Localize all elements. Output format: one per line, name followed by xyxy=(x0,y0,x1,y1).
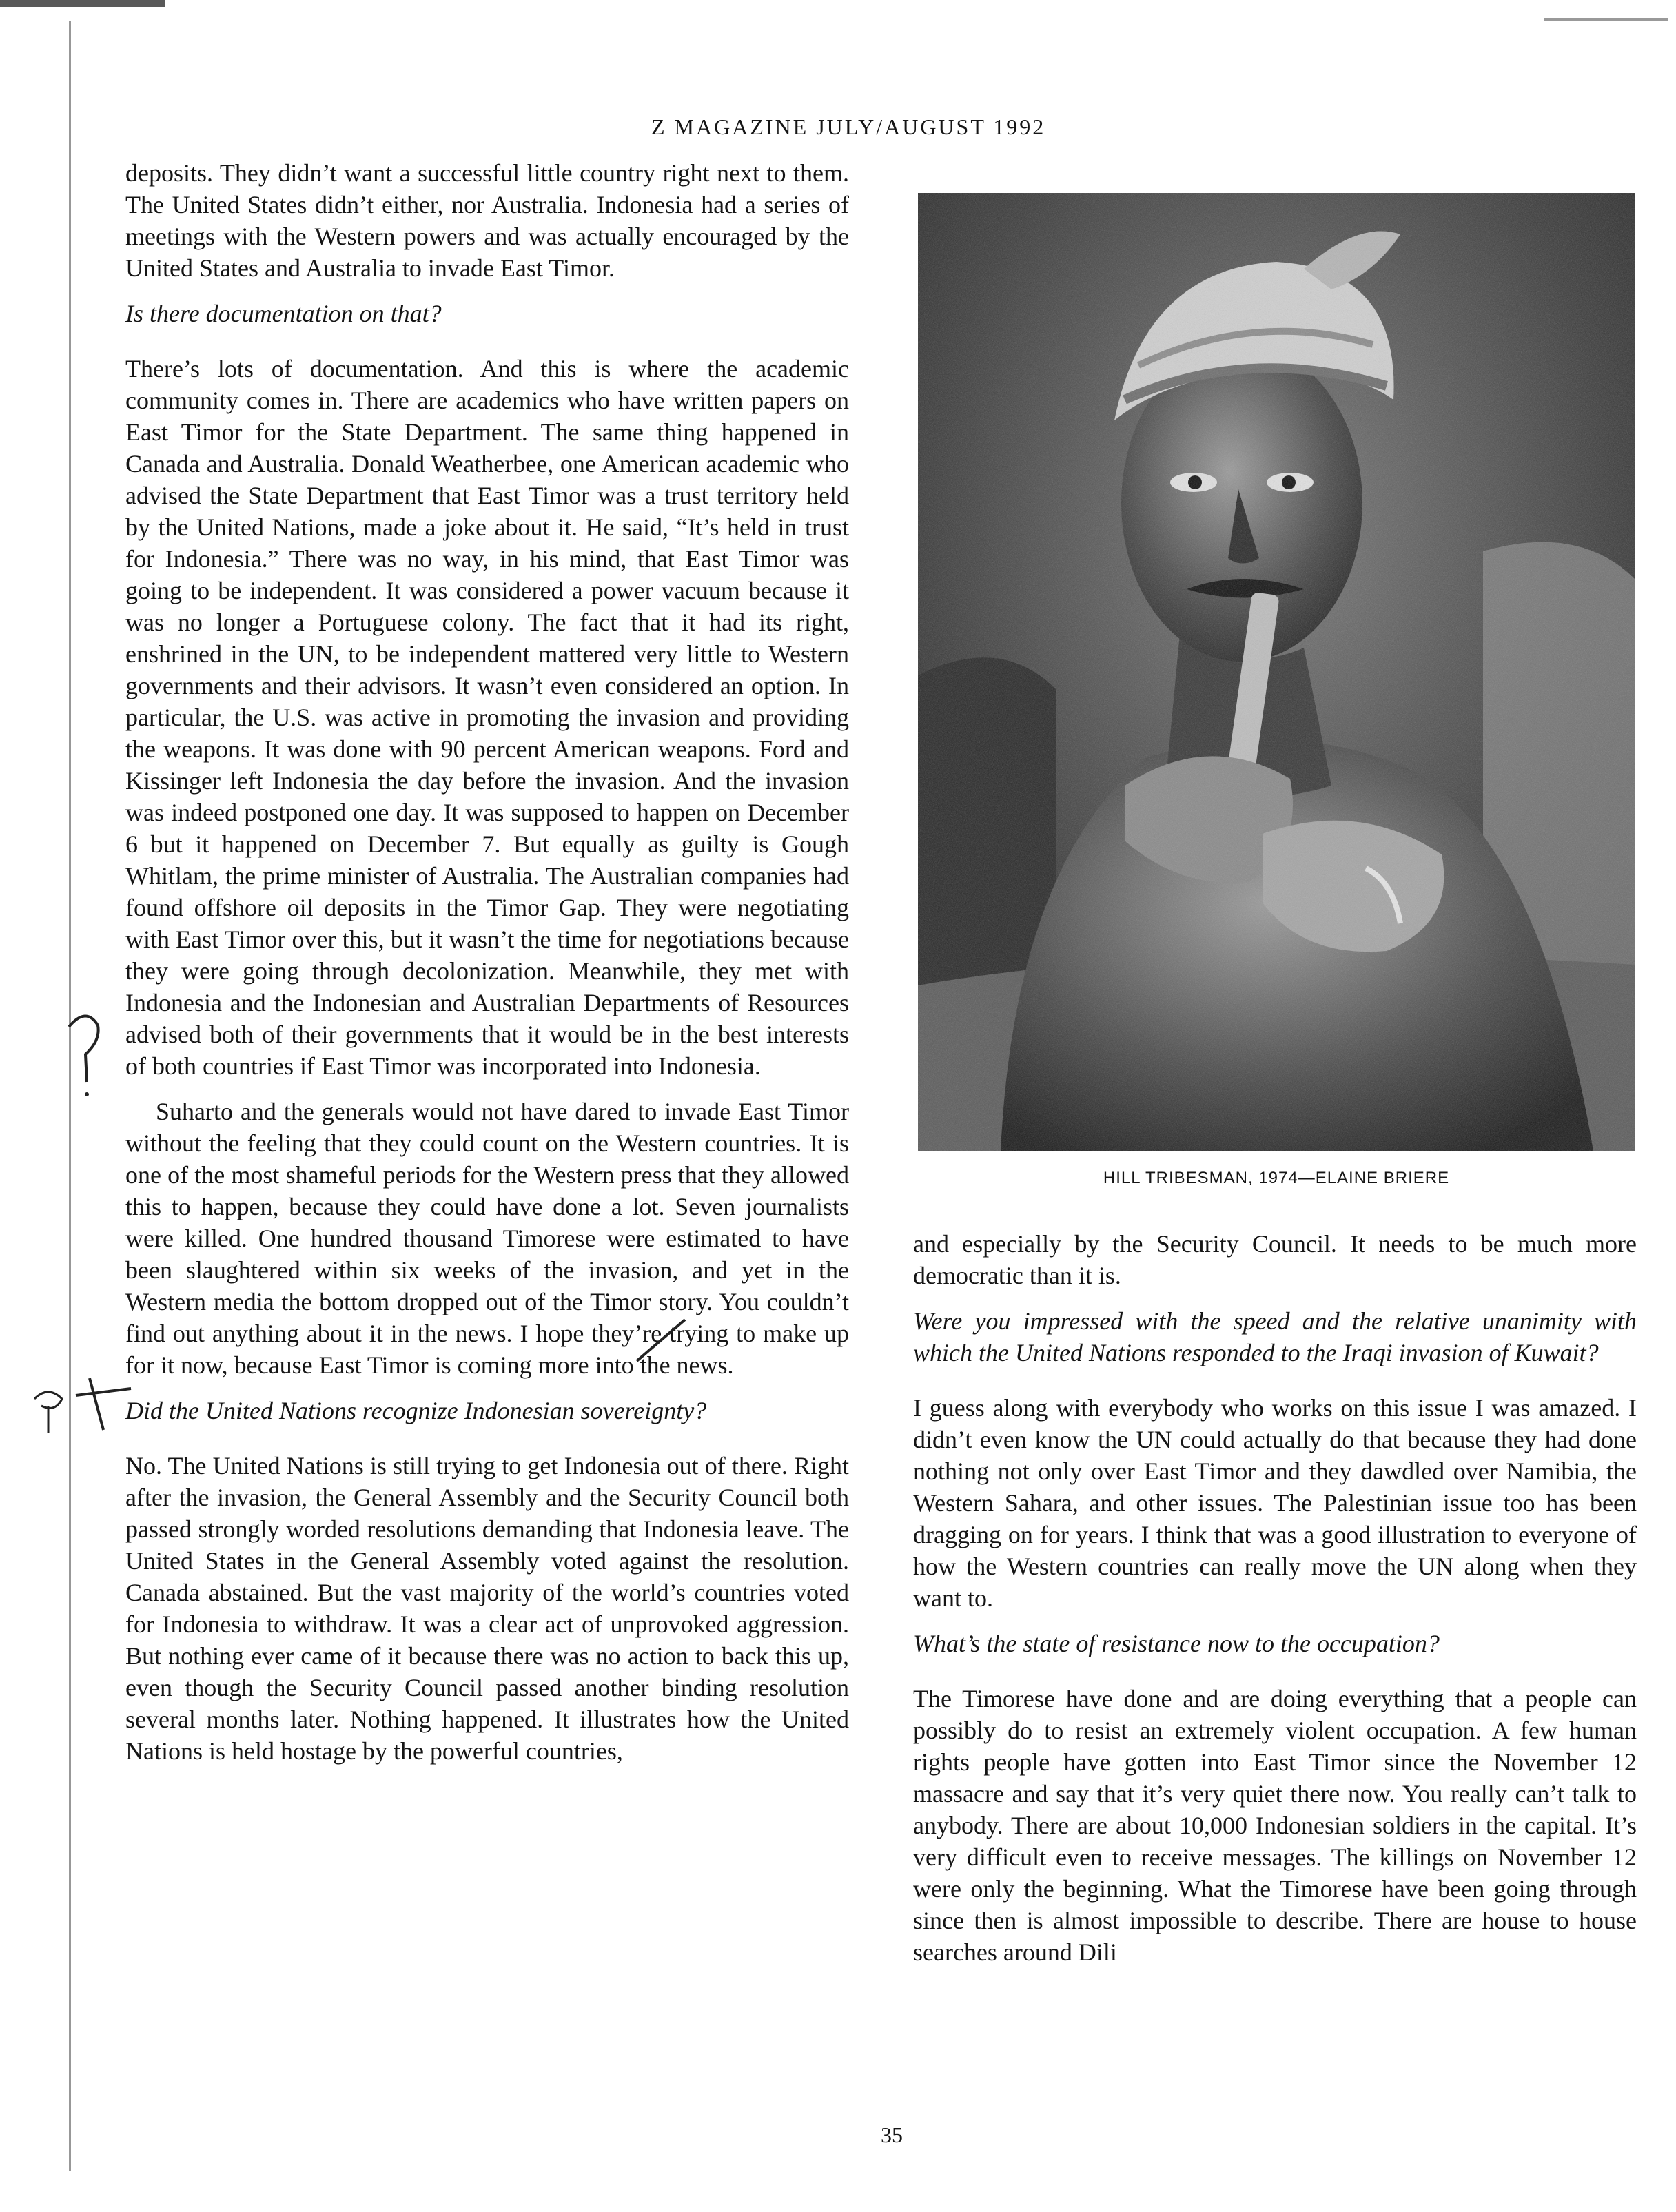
photo-illustration xyxy=(918,193,1635,1151)
interview-question: Is there documentation on that? xyxy=(125,300,442,327)
photo-caption: HILL TRIBESMAN, 1974—ELAINE BRIERE xyxy=(1103,1169,1450,1187)
photo-hill-tribesman xyxy=(918,193,1635,1151)
left-column xyxy=(125,157,849,1781)
running-head: Z MAGAZINE JULY/AUGUST 1992 xyxy=(651,114,1046,139)
paragraph: There’s lots of documentation. And this is where the academic community comes in. There are academics who have written papers on East Timor for the State Department. The same thing happened in Canada and Australia. Donald Weatherbee, one American academic who advised the State Department that East Timor was a trust territory held by the United Nations, made a joke about it. He said, “It’s held in trust for Indonesia.” There was no way, in his mind, that East Timor was going to be independent. It was considered a power vacuum because it was no longer a Portuguese colony. The fact that it had its right, enshrined in the UN, to be independent mattered very little to Western governments and their advisors. It wasn’t even considered an option. In particular, the U.S. was active in promoting the invasion and providing the weapons. It was done with 90 percent American weapons. Ford and Kissinger left Indonesia the day before the invasion. And the invasion was indeed postponed one day. It was supposed to happen on December 6 but it happened on December 7. But equally as guilty is Gough Whitlam, the prime minister of Australia. The Australian companies had found offshore oil deposits in the Timor Gap. They were negotiating with East Timor over this, but it wasn’t the time for negotiations because they were going through decolonization. Meanwhile, they met with Indonesia and the Indonesian and Australian Departments of Resources advised both of their governments that it would be in the best interests of both countries if East Timor was incorporated into Indonesia. xyxy=(125,355,849,1080)
paragraph: The Timorese have done and are doing everything that a people can possibly do to resist an extremely violent occupation. A few human rights people have gotten into East Timor since the November 12 massacre and say that it’s very quiet there now. You really can’t talk to anybody. There are about 10,000 Indonesian soldiers in the capital. It’s very difficult even to receive messages. The killings on November 12 were only the beginning. What the Timorese have been going through since then is almost impossible to describe. There are house to house searches around Dili xyxy=(913,1685,1637,1966)
interview-question: Did the United Nations recognize Indonesian sovereignty? xyxy=(125,1397,707,1424)
paragraph: deposits. They didn’t want a successful little country right next to them. The United States didn’t either, nor Australia. Indonesia had a series of meetings with the Western powers and was actually encouraged by the United States and Australia to invade East Timor. xyxy=(125,159,849,282)
interview-question: Were you impressed with the speed and the relative unanimity with which the United Nations responded to the Iraqi invasion of Kuwait? xyxy=(913,1307,1637,1366)
paragraph: and especially by the Security Council. It needs to be much more democratic than it is. xyxy=(913,1230,1637,1289)
page-number: 35 xyxy=(881,2122,903,2147)
right-column xyxy=(913,1228,1637,1982)
handwritten-question-mark xyxy=(55,1006,117,1103)
handwritten-margin-scribble xyxy=(28,1364,152,1440)
paragraph: I guess along with everybody who works on this issue I was amazed. I didn’t even know the UN could actually do that because they had done nothing not only over East Timor and they dawdled over Namibia, the Western Sahara, and other issues. The Palestinian issue too has been dragging on for years. I think that was a good illustration to everyone of how the Western countries can really move the UN along when they want to. xyxy=(913,1394,1637,1612)
paragraph: No. The United Nations is still trying to get Indonesia out of there. Right after the invasion, the General Assembly and the Security Council both passed strongly worded resolutions demanding that Indonesia leave. The United States in the General Assembly voted against the resolution. Canada abstained. But the vast majority of the world’s countries voted for Indonesia to withdraw. It was a clear act of unprovoked aggression. But nothing ever came of it because there was no action to back this up, even though the Security Council passed another binding resolution several months later. Nothing happened. It illustrates how the United Nations is held hostage by the powerful countries, xyxy=(125,1452,849,1765)
interview-question: What’s the state of resistance now to the occupation? xyxy=(913,1630,1440,1657)
scan-edge-mark-right xyxy=(1544,18,1668,21)
paragraph: Suharto and the generals would not have dared to invade East Timor without the feeling that they could count on the Western countries. It is one of the most shameful periods for the Western press that they allowed this to happen, because they could have done a lot. Seven journalists were killed. One hundred thousand Timorese were estimated to have been slaughtered within six weeks of the invasion, and yet in the Western media the bottom dropped out of the Timor story. You couldn’t find out anything about it in the news. I hope they’re trying to make up for it now, because East Timor is coming more into the news. xyxy=(125,1098,849,1379)
handwritten-strike-mark xyxy=(630,1313,692,1368)
scan-edge-mark xyxy=(0,0,165,7)
